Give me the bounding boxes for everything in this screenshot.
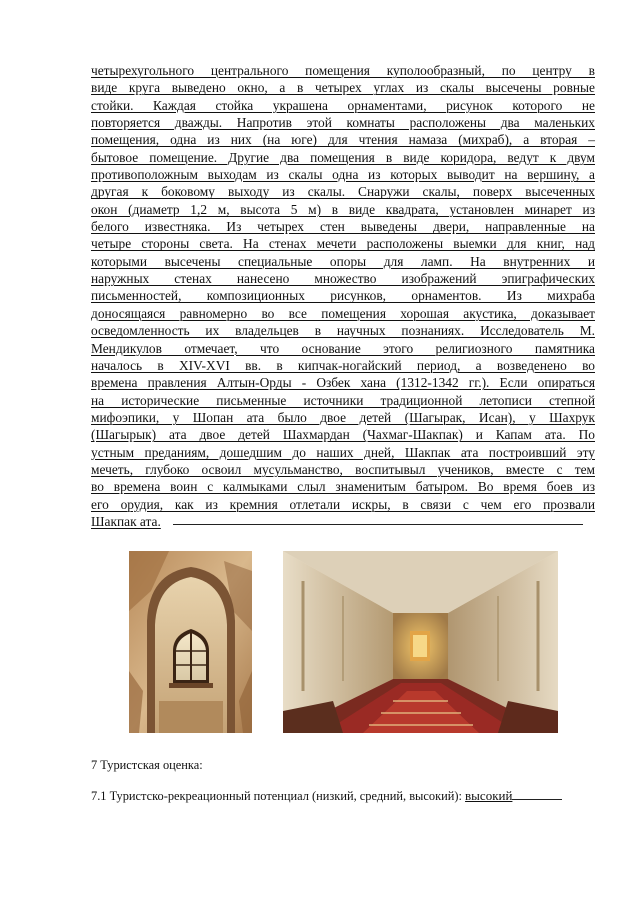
paragraph-line: на исторические письменные источники традиционной летописи степной (91, 392, 595, 408)
paragraph-line: повторяется дважды. Напротив этой комнаты расположены два маленьких (91, 115, 595, 131)
paragraph-line: (Шагырык) ата двое детей Шахмардан (Чахмаг-Шакпак) и Капам ата. По (91, 427, 595, 443)
paragraph-line: четырехугольного центрального помещения куполообразный, по центру в (91, 63, 595, 78)
paragraph-line: четыре стороны света. На стенах мечети расположены выемки для книг, над (91, 236, 595, 252)
paragraph-line: письменностей, композиционных рисунков, орнаментов. Из михраба (91, 288, 595, 304)
section-heading: 7 Туристская оценка: (91, 758, 203, 772)
paragraph-line: началось в XIV-XVI вв. в кипчак-ногайский период, а возведенено во (91, 357, 595, 373)
paragraph-line: времена правления Алтын-Орды - Озбек хана (1312-1342 гг.). Если опираться (91, 375, 595, 391)
paragraph-line: окон (диаметр 1,2 м, высота 5 м) в виде квадрата, установлен минарет из (91, 201, 595, 217)
paragraph-line: противоположным выходам из скалы одна из которых выводит на вершину, а (91, 167, 595, 183)
paragraph-line: наружных стенах нанесено множество изображений эпиграфических (91, 271, 595, 287)
body-paragraph (91, 62, 595, 530)
paragraph-line: устным преданиям, дошедшим до наших дней, Шакпак ата построивший эту (91, 444, 595, 460)
paragraph-line: которыми высечены специальные опоры для ламп. На внутренних и (91, 253, 595, 269)
tourist-potential-line (91, 788, 562, 804)
paragraph-line: его орудия, как из кремния отлетали искры, в связи с чем его прозвали (91, 496, 595, 512)
paragraph-line: мифоэпики, у Шопан ата было двое детей (Шагырак, Исан), у Шахрук (91, 409, 595, 425)
paragraph-line: Мендикулов отмечает, что основание этого религиозного памятника (91, 340, 595, 356)
cave-mosque-interior-photo (283, 551, 558, 733)
tourist-potential-label: 7.1 Туристско-рекреационный потенциал (низкий, средний, высокий): (91, 789, 462, 803)
carved-window-photo (129, 551, 252, 733)
tourist-potential-value: высокий (465, 788, 513, 803)
paragraph-line: осведомленность их владельцев в научных познаниях. Исследователь М. (91, 323, 595, 339)
paragraph-line: другая к боковому выходу из скалы. Снаружи скалы, поверх высеченных (91, 184, 595, 200)
fill-rule (173, 524, 583, 525)
paragraph-line: доносящаяся равномерно во все помещения хорошая акустика, доказывает (91, 305, 595, 321)
paragraph-line: виде круга выведено окно, а в четырех углах из скалы высечены ровные (91, 80, 595, 96)
paragraph-line: помещения, одна из них (на юге) для чтения намаза (михраб), а вторая – (91, 132, 595, 148)
answer-fill-rule (512, 789, 562, 800)
paragraph-line: Шакпак ата. (91, 513, 161, 529)
paragraph-line: мечеть, глубоко освоил мусульманство, воспитывыл учеников, вместе с тем (91, 461, 595, 477)
paragraph-line: бытовое помещение. Другие два помещения в виде коридора, ведут к двум (91, 149, 595, 165)
paragraph-line: белого известняка. Из четырех стен выведены двери, направленные на (91, 219, 595, 235)
paragraph-line: стойки. Каждая стойка украшена орнаментами, рисунок которого не (91, 97, 595, 113)
paragraph-line: во времена воин с калмыками слыл знаменитым батыром. Во время боев из (91, 479, 595, 495)
